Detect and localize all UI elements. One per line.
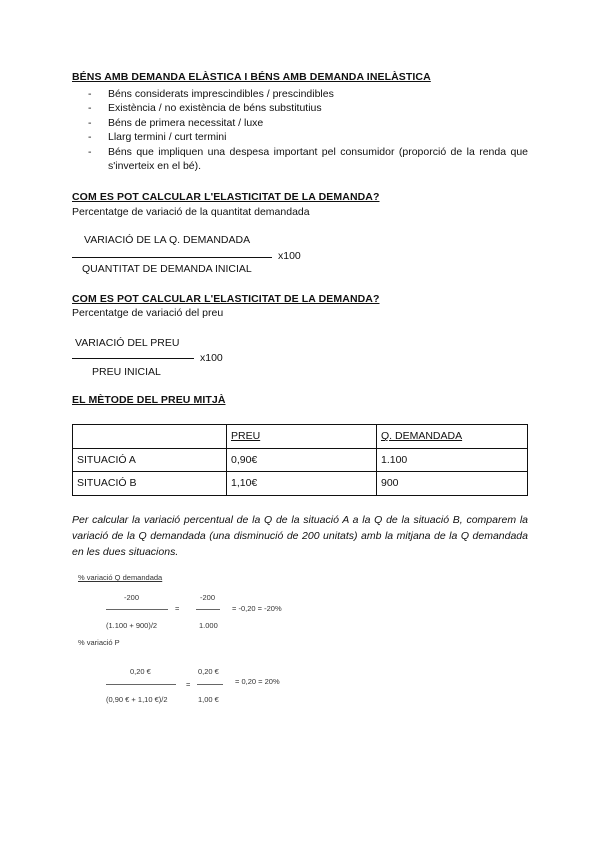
fraction-bar <box>72 257 272 258</box>
section-heading-elasticity-goods: BÉNS AMB DEMANDA ELÀSTICA I BÉNS AMB DEMANDA INELÀSTICA <box>72 71 431 83</box>
table-header-cell: Q. DEMANDADA <box>377 425 528 449</box>
calc-q-numerator-simplified: -200 <box>200 593 216 602</box>
calc-q-numerator: -200 <box>124 593 140 602</box>
table-row <box>73 448 528 472</box>
subtitle-quantity-variation: Percentatge de variació de la quantitat demandada <box>72 206 310 218</box>
table-row <box>73 472 528 496</box>
section-heading-midpoint-method: EL MÈTODE DEL PREU MITJÀ <box>72 394 226 406</box>
calc-q-label: % variació Q demandada <box>78 573 163 582</box>
fraction-denominator: PREU INICIAL <box>92 366 161 378</box>
price-quantity-table <box>72 424 528 496</box>
fraction-bar <box>106 609 168 610</box>
table-cell: 0,90€ <box>227 448 377 472</box>
table-cell: 900 <box>377 472 528 496</box>
calc-p-denominator-simplified: 1,00 € <box>198 695 219 704</box>
calc-p-numerator: 0,20 € <box>130 667 151 676</box>
list-item: - Béns de primera necessitat / luxe <box>88 116 528 130</box>
fraction-denominator: QUANTITAT DE DEMANDA INICIAL <box>82 263 252 275</box>
calc-q-denominator-simplified: 1.000 <box>199 621 218 630</box>
equals-sign: = <box>175 604 180 613</box>
multiplier: x100 <box>278 250 301 262</box>
calc-p-result: = 0,20 = 20% <box>235 677 280 686</box>
calc-p-numerator-simplified: 0,20 € <box>198 667 219 676</box>
table-cell: SITUACIÓ A <box>73 448 227 472</box>
fraction-numerator: VARIACIÓ DE LA Q. DEMANDADA <box>84 234 251 246</box>
list-item: - Llarg termini / curt termini <box>88 130 528 144</box>
section-heading-quantity-elasticity: COM ES POT CALCULAR L'ELASTICITAT DE LA DEMANDA? <box>72 191 380 203</box>
table-header-row <box>73 425 528 449</box>
table-cell: SITUACIÓ B <box>73 472 227 496</box>
fraction-numerator: VARIACIÓ DEL PREU <box>75 337 180 349</box>
table-cell: 1.100 <box>377 448 528 472</box>
calc-q-denominator: (1.100 + 900)/2 <box>106 621 158 630</box>
section-heading-price-elasticity: COM ES POT CALCULAR L'ELASTICITAT DE LA DEMANDA? <box>72 293 380 305</box>
list-item: - Béns que impliquen una despesa important pel consumidor (proporció de la renda que s'inverteix en el bé). <box>88 145 528 174</box>
table-header-cell <box>73 425 227 449</box>
table-cell: 1,10€ <box>227 472 377 496</box>
calc-q-result: = -0,20 = -20% <box>232 604 282 613</box>
calc-p-label: % variació P <box>78 638 120 647</box>
midpoint-explanation-paragraph: Per calcular la variació percentual de la Q de la situació A a la Q de la situació B, comparem la variació de la Q demandada (una disminució de 200 unitats) amb la mitjana de la Q demandada en les dues situacions. <box>72 514 528 559</box>
calc-p-denominator: (0,90 € + 1,10 €)/2 <box>106 695 168 704</box>
list-item: - Existència / no existència de béns substitutius <box>88 101 528 115</box>
fraction-bar <box>72 358 194 359</box>
table-header-cell: PREU <box>227 425 377 449</box>
fraction-bar <box>196 609 220 610</box>
equals-sign: = <box>186 680 191 689</box>
fraction-bar <box>197 684 223 685</box>
fraction-bar <box>106 684 176 685</box>
determinants-list <box>88 87 528 173</box>
list-item: - Béns considerats imprescindibles / prescindibles <box>88 87 528 101</box>
multiplier: x100 <box>200 352 223 364</box>
subtitle-price-variation: Percentatge de variació del preu <box>72 307 224 319</box>
